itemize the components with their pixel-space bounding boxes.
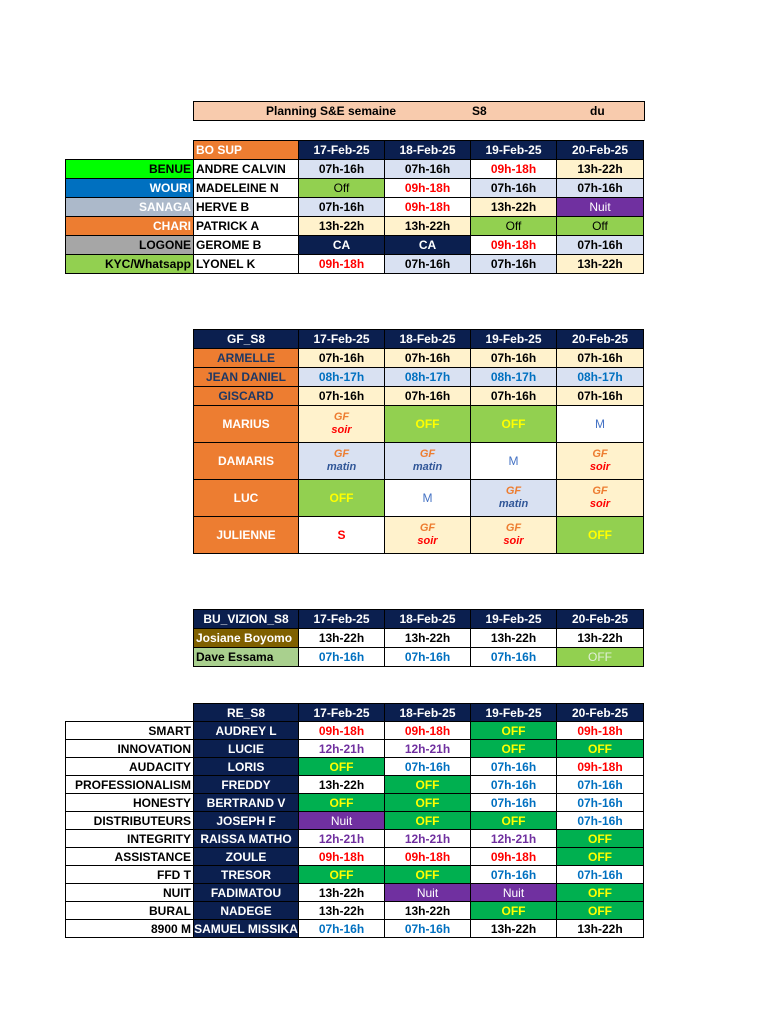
shift-cell[interactable]: OFF [299,758,385,776]
team-label: WOURI [66,179,194,198]
date-header: 17-Feb-25 [299,330,385,349]
shift-cell[interactable]: OFF [471,722,557,740]
shift-period: soir [589,498,611,510]
shift-cell[interactable]: 13h-22h [557,629,644,648]
agent-name: LYONEL K [194,255,299,274]
agent-name: Dave Essama [194,648,299,667]
shift-cell[interactable]: OFF [471,902,557,920]
shift-cell[interactable]: OFF [557,648,644,667]
shift-cell[interactable]: 09h-18h [385,179,471,198]
agent-name: FADIMATOU [194,884,299,902]
agent-name: PATRICK A [194,217,299,236]
shift-cell[interactable]: M [385,480,471,517]
shift-cell[interactable] [385,443,471,480]
shift-code: GF [592,448,608,460]
shift-cell[interactable]: 12h-21h [385,740,471,758]
shift-cell[interactable]: 07h-16h [385,160,471,179]
shift-cell[interactable]: 07h-16h [557,236,644,255]
date-header: 19-Feb-25 [471,330,557,349]
value-label: AUDACITY [66,758,194,776]
agent-name: MARIUS [194,406,299,443]
shift-cell[interactable]: 13h-22h [471,198,557,217]
shift-cell[interactable]: 12h-21h [299,830,385,848]
date-header: 18-Feb-25 [385,704,471,722]
shift-code: GF [333,448,350,460]
shift-cell[interactable]: 13h-22h [299,902,385,920]
shift-code: GF [505,522,522,534]
agent-name: HERVE B [194,198,299,217]
shift-cell[interactable]: Off [557,217,644,236]
agent-name: TRESOR [194,866,299,884]
date-header: 17-Feb-25 [299,610,385,629]
gf-header: GF_S8 [194,330,299,349]
shift-cell[interactable]: 07h-16h [471,179,557,198]
agent-name: GEROME B [194,236,299,255]
shift-cell[interactable]: 12h-21h [299,740,385,758]
shift-cell[interactable]: OFF [557,902,644,920]
shift-cell[interactable]: 07h-16h [471,255,557,274]
date-header: 18-Feb-25 [385,610,471,629]
shift-cell[interactable]: Nuit [557,198,644,217]
shift-cell[interactable]: 13h-22h [299,776,385,794]
shift-cell[interactable]: 07h-16h [299,198,385,217]
shift-cell[interactable]: 13h-22h [557,160,644,179]
shift-cell[interactable]: 08h-17h [557,368,644,387]
shift-cell[interactable]: 07h-16h [471,648,557,667]
agent-name: NADEGE [194,902,299,920]
shift-cell[interactable]: 07h-16h [299,648,385,667]
shift-period: soir [417,535,438,547]
shift-cell[interactable]: OFF [385,406,471,443]
shift-cell[interactable]: 07h-16h [385,349,471,368]
shift-cell[interactable]: OFF [471,740,557,758]
team-label: KYC/Whatsapp [66,255,194,274]
date-header: 17-Feb-25 [299,704,385,722]
shift-cell[interactable] [557,480,644,517]
shift-cell[interactable]: OFF [385,866,471,884]
agent-name: FREDDY [194,776,299,794]
shift-cell[interactable]: OFF [557,740,644,758]
shift-cell[interactable]: 07h-16h [471,776,557,794]
date-header: 20-Feb-25 [557,330,644,349]
shift-cell[interactable]: 09h-18h [385,848,471,866]
shift-cell[interactable]: 09h-18h [471,848,557,866]
shift-period: soir [589,461,611,473]
agent-name: ZOULE [194,848,299,866]
agent-name: LUC [194,480,299,517]
value-label: PROFESSIONALISM [66,776,194,794]
shift-cell[interactable]: CA [385,236,471,255]
shift-cell[interactable]: 07h-16h [471,794,557,812]
shift-cell[interactable]: OFF [299,480,385,517]
shift-cell[interactable]: Off [471,217,557,236]
value-label: BURAL [66,902,194,920]
team-label: SANAGA [66,198,194,217]
shift-cell[interactable]: 07h-16h [557,812,644,830]
agent-name: JEAN DANIEL [194,368,299,387]
agent-name: DAMARIS [194,443,299,480]
shift-cell[interactable]: 09h-18h [471,160,557,179]
shift-cell[interactable]: 09h-18h [299,255,385,274]
shift-cell[interactable]: 13h-22h [299,629,385,648]
value-label: SMART [66,722,194,740]
shift-cell[interactable]: 09h-18h [299,722,385,740]
shift-cell[interactable]: 09h-18h [385,722,471,740]
shift-code: GF [333,411,350,423]
shift-cell[interactable]: 09h-18h [471,236,557,255]
value-label: FFD T [66,866,194,884]
shift-cell[interactable] [385,517,471,554]
shift-cell[interactable]: CA [299,236,385,255]
agent-name: GISCARD [194,387,299,406]
planning-title: Planning S&E semaine [266,104,397,118]
shift-cell[interactable]: 07h-16h [557,387,644,406]
shift-cell[interactable]: 07h-16h [557,349,644,368]
shift-period: matin [498,498,529,510]
agent-name: JOSEPH F [194,812,299,830]
re-table [65,703,644,938]
shift-cell[interactable]: 12h-21h [471,830,557,848]
bo-sup-table [65,140,644,274]
shift-code: GF [592,485,608,497]
value-label: 8900 M [66,920,194,938]
planning-title-bar [193,101,645,121]
team-label: BENUE [66,160,194,179]
agent-name: MADELEINE N [194,179,299,198]
shift-cell[interactable]: OFF [299,794,385,812]
agent-name: JULIENNE [194,517,299,554]
agent-name: BERTRAND V [194,794,299,812]
value-label: HONESTY [66,794,194,812]
shift-cell[interactable]: OFF [385,812,471,830]
agent-name: AUDREY L [194,722,299,740]
shift-code: GF [419,522,436,534]
shift-code: GF [419,448,436,460]
shift-code: GF [505,485,522,497]
value-label: ASSISTANCE [66,848,194,866]
shift-cell[interactable]: OFF [557,830,644,848]
agent-name: LUCIE [194,740,299,758]
shift-cell[interactable]: 13h-22h [557,920,644,938]
shift-cell[interactable]: 13h-22h [385,217,471,236]
shift-cell[interactable]: OFF [557,884,644,902]
team-label: LOGONE [66,236,194,255]
shift-cell[interactable]: OFF [471,812,557,830]
shift-cell[interactable]: 07h-16h [385,387,471,406]
shift-cell[interactable]: 13h-22h [471,629,557,648]
shift-cell[interactable]: OFF [385,794,471,812]
shift-period: matin [326,461,357,473]
shift-cell[interactable]: 07h-16h [557,179,644,198]
shift-cell[interactable]: Off [299,179,385,198]
agent-name: ANDRE CALVIN [194,160,299,179]
week-label: S8 [472,104,487,118]
shift-cell[interactable]: 08h-17h [385,368,471,387]
gf-table [193,329,644,554]
shift-cell[interactable]: OFF [557,848,644,866]
date-header: 19-Feb-25 [471,141,557,160]
shift-cell[interactable]: 07h-16h [385,758,471,776]
date-header: 20-Feb-25 [557,141,644,160]
re-header: RE_S8 [194,704,299,722]
bu-vizion-table [193,609,644,667]
shift-cell[interactable]: 07h-16h [471,349,557,368]
shift-cell[interactable]: 07h-16h [385,920,471,938]
shift-cell[interactable]: 12h-21h [385,830,471,848]
shift-cell[interactable]: OFF [299,866,385,884]
date-header: 18-Feb-25 [385,330,471,349]
shift-cell[interactable]: 13h-22h [299,217,385,236]
date-header: 19-Feb-25 [471,704,557,722]
shift-cell[interactable]: 07h-16h [557,776,644,794]
shift-cell[interactable]: 13h-22h [557,255,644,274]
shift-cell[interactable]: 08h-17h [471,368,557,387]
shift-cell[interactable] [299,406,385,443]
agent-name: ARMELLE [194,349,299,368]
shift-cell[interactable]: 07h-16h [299,160,385,179]
shift-cell[interactable]: 09h-18h [385,198,471,217]
date-header: 20-Feb-25 [557,704,644,722]
shift-cell[interactable]: 07h-16h [299,920,385,938]
shift-cell[interactable]: 07h-16h [299,387,385,406]
value-label: DISTRIBUTEURS [66,812,194,830]
shift-cell[interactable]: 13h-22h [299,884,385,902]
shift-cell[interactable] [471,517,557,554]
shift-cell[interactable] [557,443,644,480]
shift-cell[interactable]: 09h-18h [557,758,644,776]
shift-cell[interactable]: 13h-22h [471,920,557,938]
value-label: NUIT [66,884,194,902]
shift-cell[interactable]: M [471,443,557,480]
date-header: 17-Feb-25 [299,141,385,160]
shift-cell[interactable]: 07h-16h [471,758,557,776]
shift-cell[interactable]: 07h-16h [385,255,471,274]
shift-cell[interactable]: M [557,406,644,443]
bu-vizion-header: BU_VIZION_S8 [194,610,299,629]
shift-cell[interactable]: 07h-16h [557,866,644,884]
agent-name: RAISSA MATHO [194,830,299,848]
shift-period: matin [412,461,443,473]
shift-cell[interactable]: OFF [471,406,557,443]
value-label: INNOVATION [66,740,194,758]
shift-cell[interactable]: Nuit [299,812,385,830]
shift-cell[interactable]: 07h-16h [471,387,557,406]
shift-cell[interactable]: S [299,517,385,554]
agent-name: SAMUEL MISSIKA [194,921,298,936]
shift-cell[interactable]: 07h-16h [299,349,385,368]
shift-cell[interactable] [471,480,557,517]
shift-cell[interactable]: 13h-22h [385,629,471,648]
du-label: du [590,104,605,118]
agent-name: Josiane Boyomo [194,629,299,648]
shift-period: soir [331,424,352,436]
shift-cell[interactable]: 07h-16h [385,648,471,667]
shift-cell[interactable]: OFF [557,517,644,554]
shift-cell[interactable]: 09h-18h [557,722,644,740]
shift-cell[interactable]: OFF [385,776,471,794]
shift-cell[interactable] [299,443,385,480]
shift-cell[interactable]: Nuit [385,884,471,902]
shift-period: soir [503,535,524,547]
date-header: 19-Feb-25 [471,610,557,629]
date-header: 18-Feb-25 [385,141,471,160]
bo-sup-header: BO SUP [194,141,299,160]
shift-cell[interactable]: 13h-22h [385,902,471,920]
agent-name: LORIS [194,758,299,776]
shift-cell[interactable]: 07h-16h [557,794,644,812]
shift-cell[interactable]: 07h-16h [471,866,557,884]
shift-cell[interactable]: Nuit [471,884,557,902]
value-label: INTEGRITY [66,830,194,848]
shift-cell[interactable]: 08h-17h [299,368,385,387]
team-label: CHARI [66,217,194,236]
date-header: 20-Feb-25 [557,610,644,629]
shift-cell[interactable]: 09h-18h [299,848,385,866]
